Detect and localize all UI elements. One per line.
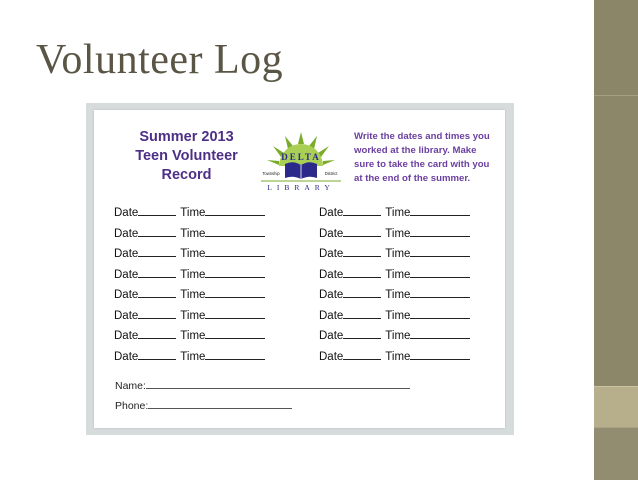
sidebar-block xyxy=(594,95,638,386)
date-label: Date xyxy=(319,350,344,363)
log-row xyxy=(319,226,474,247)
time-blank-line xyxy=(410,349,470,360)
time-blank-line xyxy=(205,246,265,257)
time-blank-line xyxy=(205,349,265,360)
delta-library-logo xyxy=(257,130,345,192)
time-label: Time xyxy=(385,289,411,301)
logo-delta-text: DELTA xyxy=(281,152,321,162)
date-label: Date xyxy=(114,309,139,322)
log-row xyxy=(319,328,474,349)
log-row xyxy=(114,308,269,329)
time-blank-line xyxy=(205,205,265,216)
log-row xyxy=(319,287,474,308)
date-blank-line xyxy=(343,205,381,216)
time-label: Time xyxy=(385,350,411,363)
instruction-line: worked at the library. Make xyxy=(354,145,477,156)
log-row xyxy=(114,287,269,308)
time-blank-line xyxy=(205,226,265,237)
date-label: Date xyxy=(114,350,139,363)
date-label: Date xyxy=(319,207,344,219)
date-blank-line xyxy=(138,226,176,237)
time-blank-line xyxy=(205,328,265,339)
date-label: Date xyxy=(114,227,139,240)
time-blank-line xyxy=(410,246,470,257)
date-blank-line xyxy=(343,287,381,298)
date-label: Date xyxy=(319,330,344,342)
date-label: Date xyxy=(319,268,344,281)
card-title-line: Summer 2013 xyxy=(139,129,234,145)
phone-blank-line xyxy=(148,399,292,409)
name-label: Name: xyxy=(115,380,146,392)
time-label: Time xyxy=(385,207,411,219)
date-blank-line xyxy=(343,308,381,319)
logo-township-text: Township xyxy=(262,171,280,176)
time-label: Time xyxy=(385,330,411,342)
log-row xyxy=(114,246,269,267)
date-blank-line xyxy=(138,349,176,360)
instruction-line: sure to take the card with you xyxy=(354,159,490,170)
card-title-line: Teen Volunteer xyxy=(135,148,238,164)
time-label: Time xyxy=(385,309,411,322)
time-label: Time xyxy=(180,227,206,240)
card-title-line: Record xyxy=(161,167,212,183)
time-blank-line xyxy=(410,267,470,278)
date-label: Date xyxy=(319,227,344,240)
time-label: Time xyxy=(385,268,411,281)
sidebar-block xyxy=(594,386,638,427)
date-blank-line xyxy=(343,328,381,339)
slide-title: Volunteer Log xyxy=(36,37,284,83)
date-blank-line xyxy=(343,226,381,237)
date-blank-line xyxy=(138,287,176,298)
time-label: Time xyxy=(180,248,206,260)
time-blank-line xyxy=(410,308,470,319)
date-label: Date xyxy=(114,248,139,260)
time-blank-line xyxy=(410,226,470,237)
instruction-line: at the end of the summer. xyxy=(354,173,471,184)
time-label: Time xyxy=(180,330,206,342)
log-row xyxy=(114,349,269,370)
date-blank-line xyxy=(138,246,176,257)
time-blank-line xyxy=(410,328,470,339)
log-row xyxy=(114,328,269,349)
card-title xyxy=(124,128,249,185)
date-label: Date xyxy=(319,248,344,260)
volunteer-card-image xyxy=(86,103,514,435)
log-row xyxy=(319,267,474,288)
date-label: Date xyxy=(114,330,139,342)
decorative-sidebar xyxy=(594,0,638,479)
date-label: Date xyxy=(114,207,139,219)
date-blank-line xyxy=(138,267,176,278)
log-row xyxy=(319,308,474,329)
date-blank-line xyxy=(138,328,176,339)
time-label: Time xyxy=(180,289,206,301)
time-blank-line xyxy=(410,205,470,216)
date-label: Date xyxy=(114,268,139,281)
date-blank-line xyxy=(343,246,381,257)
log-row xyxy=(114,267,269,288)
log-row xyxy=(319,205,474,226)
phone-label: Phone: xyxy=(115,400,149,412)
time-label: Time xyxy=(180,207,206,219)
phone-field-row xyxy=(115,399,292,412)
date-blank-line xyxy=(138,308,176,319)
logo-district-text: District xyxy=(324,171,338,176)
name-field-row xyxy=(115,379,410,392)
sidebar-block xyxy=(594,0,638,94)
card-instructions xyxy=(354,130,504,186)
date-label: Date xyxy=(319,289,344,301)
volunteer-record-card xyxy=(94,110,505,428)
time-label: Time xyxy=(180,268,206,281)
log-rows-left xyxy=(114,205,269,369)
log-row xyxy=(114,226,269,247)
date-label: Date xyxy=(114,289,139,301)
time-blank-line xyxy=(205,287,265,298)
logo-library-text: LIBRARY xyxy=(267,183,335,192)
time-label: Time xyxy=(385,227,411,240)
sidebar-block xyxy=(594,427,638,480)
date-blank-line xyxy=(138,205,176,216)
time-label: Time xyxy=(385,248,411,260)
date-label: Date xyxy=(319,309,344,322)
time-label: Time xyxy=(180,350,206,363)
log-row xyxy=(319,349,474,370)
time-blank-line xyxy=(205,267,265,278)
log-rows-right xyxy=(319,205,474,369)
time-blank-line xyxy=(410,287,470,298)
time-blank-line xyxy=(205,308,265,319)
date-blank-line xyxy=(343,267,381,278)
date-blank-line xyxy=(343,349,381,360)
time-label: Time xyxy=(180,309,206,322)
log-row xyxy=(114,205,269,226)
log-row xyxy=(319,246,474,267)
name-blank-line xyxy=(146,379,410,389)
instruction-line: Write the dates and times you xyxy=(354,131,490,142)
